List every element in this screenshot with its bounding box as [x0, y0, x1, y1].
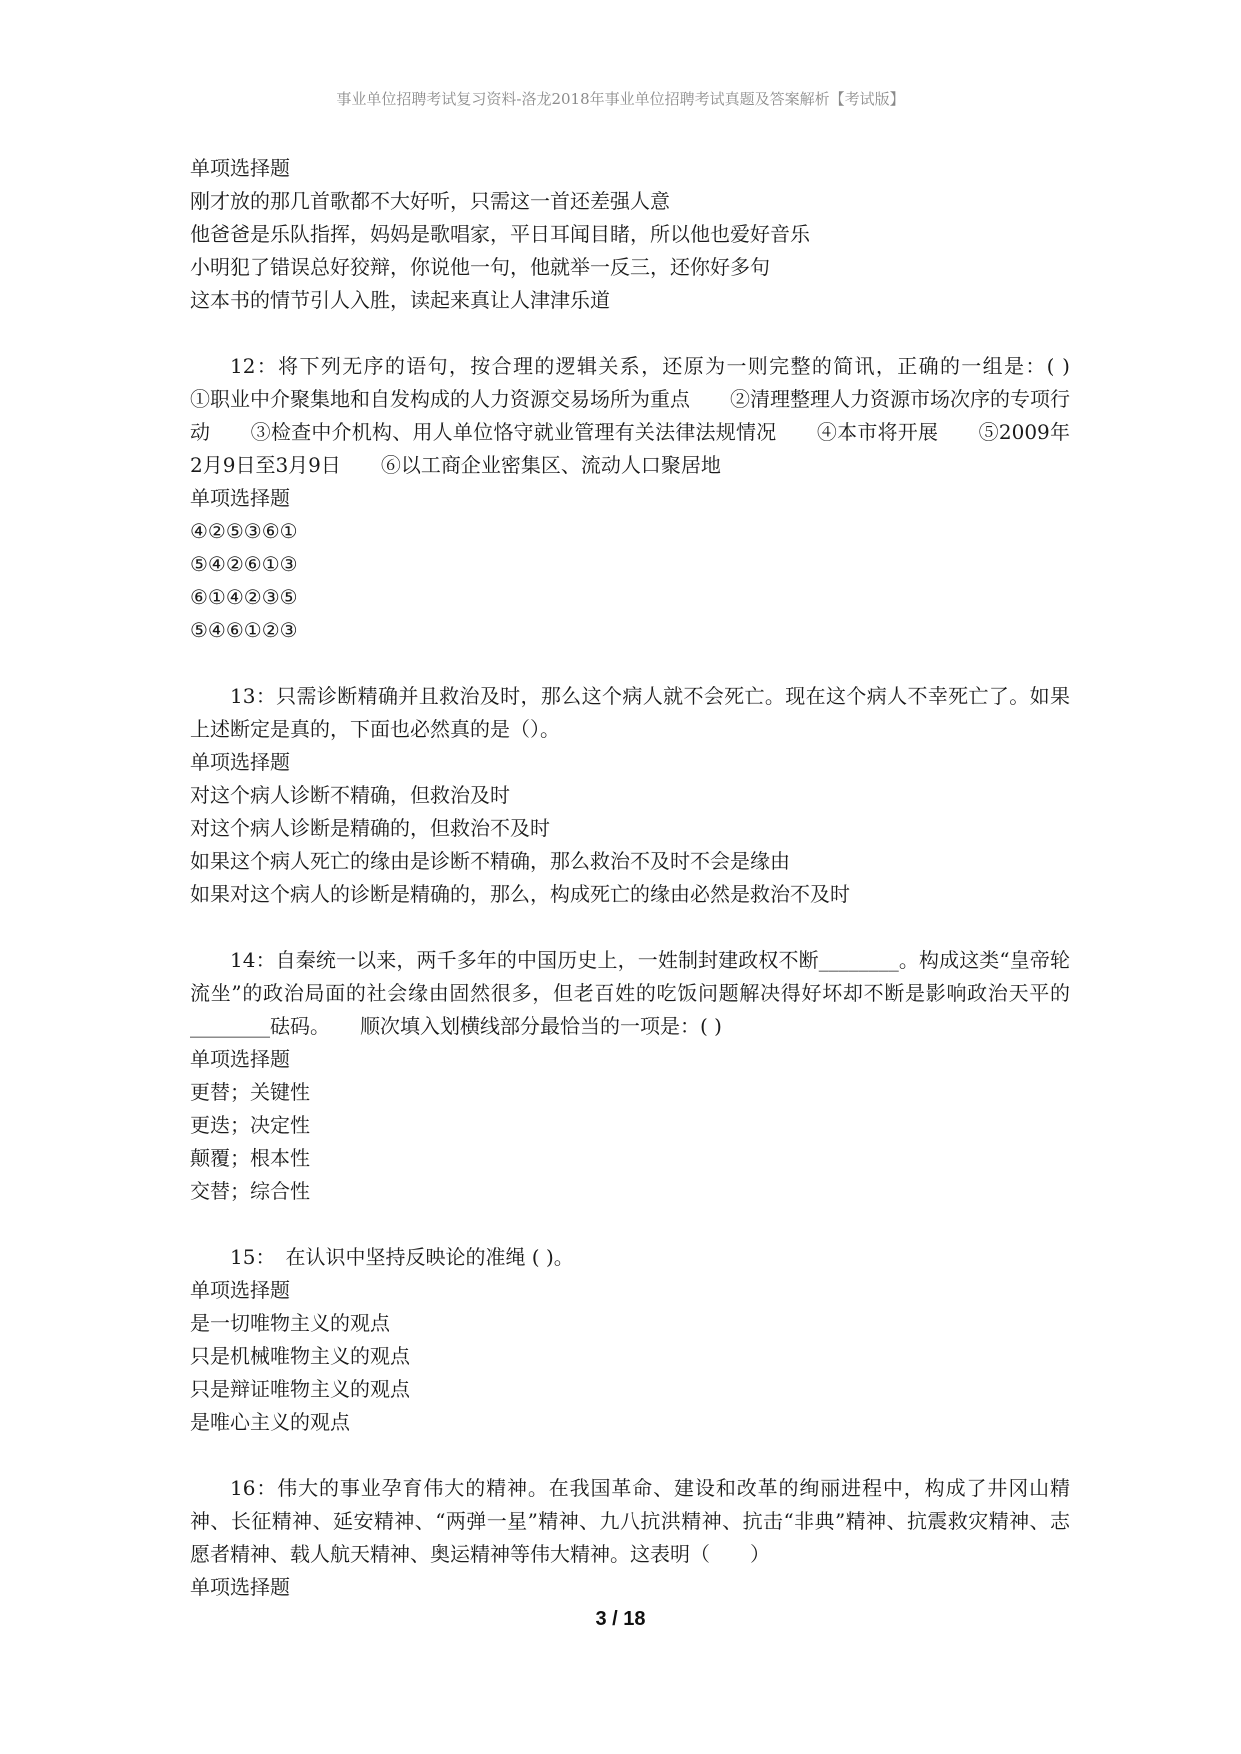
answer-option: 只是辩证唯物主义的观点	[190, 1377, 410, 1401]
question-13	[190, 680, 1070, 911]
answer-option: 小明犯了错误总好狡辩，你说他一句，他就举一反三，还你好多句	[190, 255, 770, 279]
question-stem: 13：只需诊断精确并且救治及时，那么这个病人就不会死亡。现在这个病人不幸死亡了。如果上述断定是真的，下面也必然真的是（）。	[190, 684, 1070, 741]
answer-option: 这本书的情节引人入胜，读起来真让人津津乐道	[190, 288, 610, 312]
question-12	[190, 350, 1110, 647]
answer-option: 他爸爸是乐队指挥，妈妈是歌唱家，平日耳闻目睹，所以他也爱好音乐	[190, 222, 810, 246]
answer-option: 更替；关键性	[190, 1080, 310, 1104]
question-type-label: 单项选择题	[190, 750, 290, 774]
answer-option: 更迭；决定性	[190, 1113, 310, 1137]
question-14	[190, 944, 1070, 1208]
answer-option: 如果对这个病人的诊断是精确的，那么，构成死亡的缘由必然是救治不及时	[190, 882, 850, 906]
page-header: 事业单位招聘考试复习资料-洛龙2018年事业单位招聘考试真题及答案解析【考试版】	[336, 90, 905, 108]
question-stem: 16：伟大的事业孕育伟大的精神。在我国革命、建设和改革的绚丽进程中，构成了井冈山精神、长征精神、延安精神、“两弹一星”精神、九八抗洪精神、抗击“非典”精神、抗震救灾精神、志愿者精神、载人航天精神、奥运精神等伟大精神。这表明（ ）	[190, 1476, 1070, 1566]
question-stem: 14：自秦统一以来，两千多年的中国历史上，一姓制封建政权不断________。构成这类“皇帝轮流坐”的政治局面的社会缘由固然很多，但老百姓的吃饭问题解决得好坏却不断是影响政治天平的________砝码。 顺次填入划横线部分最恰当的一项是：( )	[190, 948, 1070, 1038]
answer-option: 颠覆；根本性	[190, 1146, 310, 1170]
answer-option: ⑥①④②③⑤	[190, 585, 298, 609]
document-body	[190, 152, 1110, 1604]
answer-option: ⑤④⑥①②③	[190, 618, 298, 642]
question-type-label: 单项选择题	[190, 1047, 290, 1071]
question-stem: 12：将下列无序的语句，按合理的逻辑关系，还原为一则完整的简讯，正确的一组是：( ) ①职业中介聚集地和自发构成的人力资源交易场所为重点 ②清理整理人力资源市场次序的专项行动 ③检查中介机构、用人单位恪守就业管理有关法律法规情况 ④本市将开展 ⑤2009年2月9日至3月9日 ⑥以工商企业密集区、流动人口聚居地	[190, 354, 1110, 477]
question-stem: 15： 在认识中坚持反映论的准绳 ( )。	[230, 1245, 574, 1269]
answer-option: 如果这个病人死亡的缘由是诊断不精确，那么救治不及时不会是缘由	[190, 849, 790, 873]
answer-option: ④②⑤③⑥①	[190, 519, 298, 543]
page-number: 3 / 18	[595, 1608, 646, 1630]
answer-option: 只是机械唯物主义的观点	[190, 1344, 410, 1368]
question-type-label: 单项选择题	[190, 1575, 290, 1599]
question-16	[190, 1472, 1070, 1604]
answer-option: ⑤④②⑥①③	[190, 552, 298, 576]
answer-option: 是唯心主义的观点	[190, 1410, 350, 1434]
question-15	[190, 1241, 1070, 1439]
question-partial	[190, 152, 1070, 317]
answer-option: 对这个病人诊断是精确的，但救治不及时	[190, 816, 550, 840]
answer-option: 是一切唯物主义的观点	[190, 1311, 390, 1335]
question-type-label: 单项选择题	[190, 156, 290, 180]
answer-option: 刚才放的那几首歌都不大好听，只需这一首还差强人意	[190, 189, 670, 213]
question-type-label: 单项选择题	[190, 486, 290, 510]
question-type-label: 单项选择题	[190, 1278, 290, 1302]
answer-option: 交替；综合性	[190, 1179, 310, 1203]
answer-option: 对这个病人诊断不精确，但救治及时	[190, 783, 510, 807]
